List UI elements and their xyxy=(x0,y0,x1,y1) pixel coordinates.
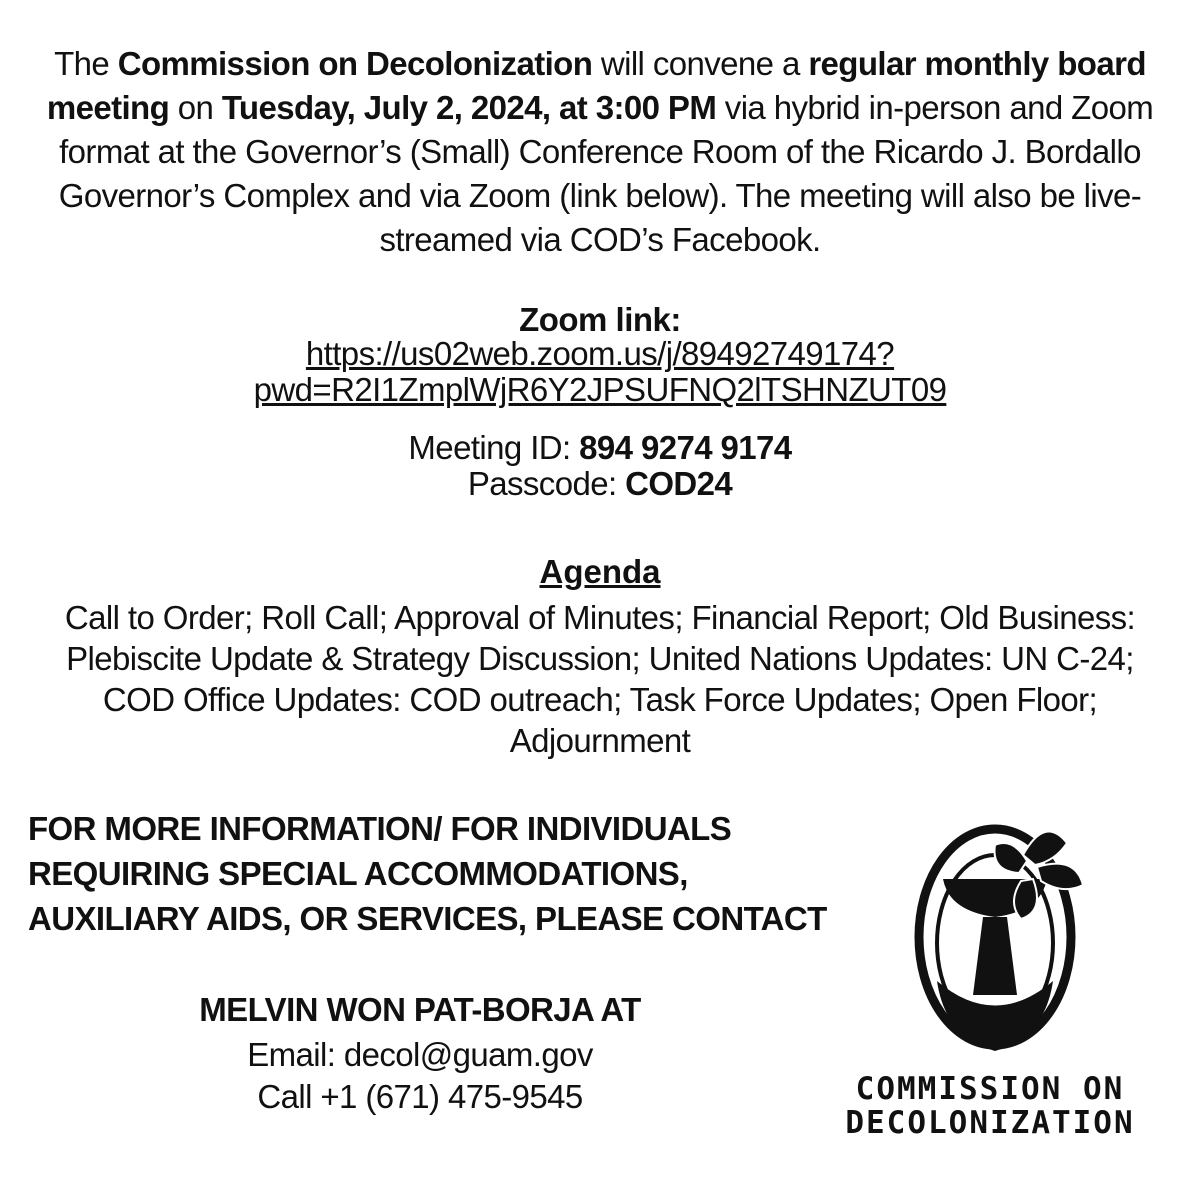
intro-text-3: on xyxy=(169,89,222,126)
organization-name: Commission on Decolonization xyxy=(117,45,593,82)
cod-wordmark-line-1: COMMISSION ON xyxy=(855,1071,1125,1107)
intro-text-1: The xyxy=(54,45,118,82)
cod-emblem-icon xyxy=(895,815,1105,1075)
intro-text-4: via hybrid in-person and Zoom format at the Governor’s (Small) Conference Room of the Ricardo J. Bordallo Governor’s Complex and via Zoom (link below). The meeting will also be live-streamed via COD’s Facebook. xyxy=(58,89,1154,258)
cod-wordmark xyxy=(830,1072,1150,1140)
agenda-items: Call to Order; Roll Call; Approval of Minutes; Financial Report; Old Business: Plebiscite Update & Strategy Discussion; United Nations Updates: UN C-24; COD Office Updates: COD outreach; Task Force Updates; Open Floor; Adjournment xyxy=(64,599,1136,759)
contact-email[interactable]: Email: decol@guam.gov xyxy=(247,1036,593,1073)
meeting-type: regular monthly board meeting xyxy=(46,45,1146,126)
passcode-row xyxy=(0,466,1200,502)
cod-wordmark-line-2: DECOLONIZATION xyxy=(845,1105,1135,1141)
zoom-url-line-2[interactable]: pwd=R2I1ZmplWjR6Y2JPSUFNQ2lTSHNZUT09 xyxy=(253,371,947,408)
contact-heading: FOR MORE INFORMATION/ FOR INDIVIDUALS REQUIRING SPECIAL ACCOMMODATIONS, AUXILIARY AIDS, OR SERVICES, PLEASE CONTACT xyxy=(28,810,827,937)
agenda-title: Agenda xyxy=(539,553,661,590)
meeting-announcement xyxy=(30,42,1170,262)
meeting-datetime: Tuesday, July 2, 2024, at 3:00 PM xyxy=(221,89,717,126)
passcode-value: COD24 xyxy=(625,465,733,502)
meeting-id-value: 894 9274 9174 xyxy=(579,429,792,466)
contact-phone[interactable]: Call +1 (671) 475-9545 xyxy=(257,1078,583,1115)
meeting-id-row xyxy=(0,430,1200,466)
zoom-url-line-1[interactable]: https://us02web.zoom.us/j/89492749174? xyxy=(305,335,895,372)
zoom-link-label: Zoom link: xyxy=(519,301,681,338)
zoom-link[interactable] xyxy=(0,336,1200,408)
contact-name: MELVIN WON PAT-BORJA AT xyxy=(199,991,641,1028)
passcode-label: Passcode: xyxy=(467,465,626,502)
meeting-credentials xyxy=(0,430,1200,502)
intro-text-2: will convene a xyxy=(592,45,809,82)
meeting-id-label: Meeting ID: xyxy=(408,429,580,466)
